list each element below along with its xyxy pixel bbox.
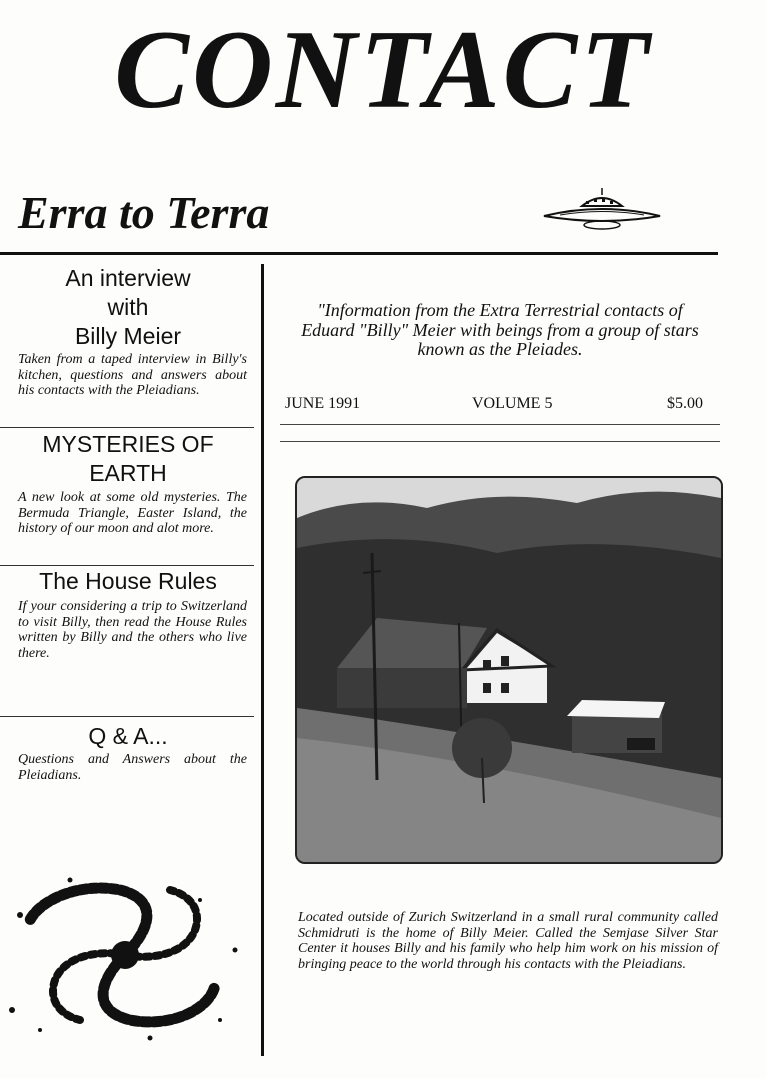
section-body-house-rules: If your considering a trip to Switzerland to visit Billy, then read the House Rules written by Billy and the others who live there. (18, 599, 247, 661)
section-title-house-rules: The House Rules (39, 568, 217, 594)
section-body-interview: Taken from a taped interview in Billy's kitchen, questions and answers about his contacts with the Pleiadians. (18, 352, 247, 399)
intro-quote: "Information from the Extra Terrestrial contacts of Eduard "Billy" Meier with beings from a group of stars known as the Pleiades. (301, 300, 699, 359)
ufo-icon (540, 186, 664, 236)
house-photo (295, 476, 723, 864)
issue-rule (280, 441, 720, 442)
issue-price: $5.00 (667, 395, 703, 412)
issue-rule (280, 424, 720, 425)
section-title-qa: Q & A... (88, 723, 168, 749)
section-title-mysteries: MYSTERIES OF EARTH (42, 431, 214, 486)
section-body-mysteries: A new look at some old mysteries. The Bermuda Triangle, Easter Island, the history of our moon and alot more. (18, 490, 247, 537)
section-body-qa: Questions and Answers about the Pleiadians. (18, 752, 247, 783)
section-divider (0, 565, 254, 566)
issue-date: JUNE 1991 (285, 395, 361, 412)
section-divider (0, 427, 254, 428)
column-divider (261, 264, 264, 1056)
section-title-interview: An interview with Billy Meier (65, 265, 191, 349)
galaxy-image (0, 860, 250, 1050)
issue-volume: VOLUME 5 (472, 395, 553, 412)
section-divider (0, 716, 254, 717)
photo-caption: Located outside of Zurich Switzerland in a small rural community called Schmidruti is the home of Billy Meier. Called the Semjase Silver Star Center it houses Billy and his family who help him work on his mission of bringing peace to the world through his contacts with the Pleiadians. (298, 910, 718, 972)
masthead-title: CONTACT (114, 8, 652, 132)
header-rule (0, 252, 718, 255)
masthead-subtitle: Erra to Terra (18, 187, 270, 238)
